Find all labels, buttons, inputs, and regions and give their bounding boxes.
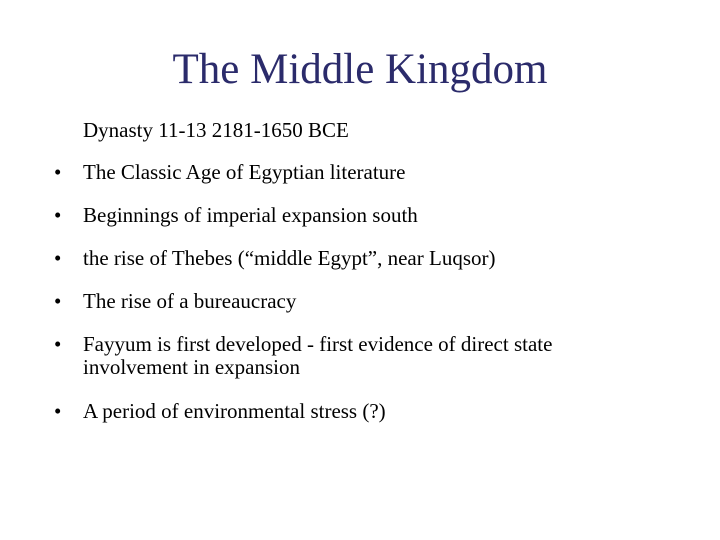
bullet-marker: • (54, 332, 62, 356)
bullet-marker: • (54, 246, 62, 270)
bullet-marker: • (54, 160, 62, 184)
bullet-item (54, 400, 654, 423)
bullet-marker: • (54, 203, 62, 227)
bullet-text: the rise of Thebes (“middle Egypt”, near Luqsor) (83, 246, 496, 270)
bullet-item (54, 333, 654, 379)
bullet-item (54, 204, 654, 227)
bullet-marker: • (54, 399, 62, 423)
bullet-item (54, 290, 654, 313)
bullet-item (54, 161, 654, 184)
bullet-text: A period of environmental stress (?) (83, 399, 386, 423)
bullet-text: The Classic Age of Egyptian literature (83, 160, 406, 184)
bullet-marker: • (54, 289, 62, 313)
slide-title: The Middle Kingdom (172, 46, 548, 93)
bullet-text: Fayyum is first developed - first evidence of direct state involvement in expansion (83, 332, 553, 379)
bullet-item (54, 247, 654, 270)
slide-subtitle: Dynasty 11-13 2181-1650 BCE (83, 118, 349, 142)
bullet-text: Beginnings of imperial expansion south (83, 203, 418, 227)
bullet-text: The rise of a bureaucracy (83, 289, 297, 313)
